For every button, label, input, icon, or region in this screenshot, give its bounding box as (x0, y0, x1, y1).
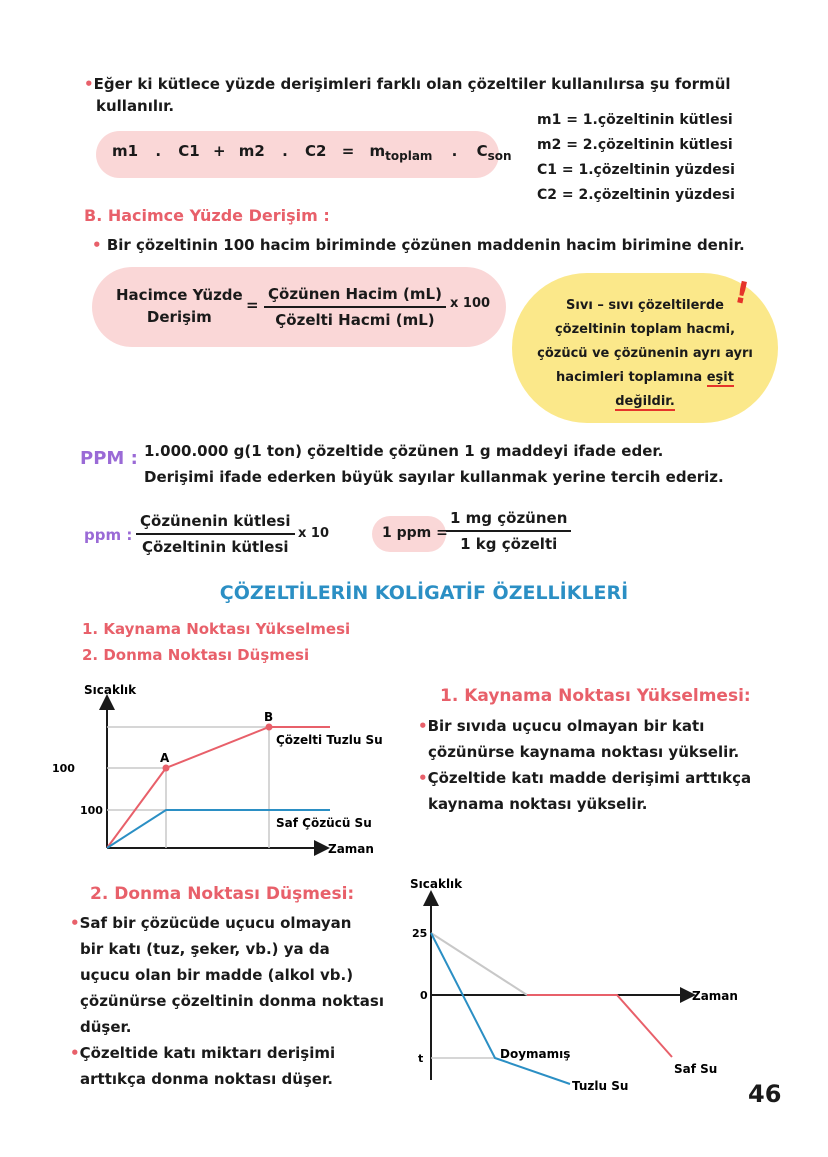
bullet-icon: • (92, 236, 102, 254)
note-line: çözücü ve çözünenin ayrı ayrı (537, 346, 753, 361)
section-b-title: B. Hacimce Yüzde Derişim : (84, 206, 330, 225)
bullet-text: Bir sıvıda uçucu olmayan bir katı (427, 717, 705, 735)
salt-series-line (431, 933, 570, 1084)
formula-label-line1: Hacimce Yüzde (116, 286, 243, 304)
freezing-title: 2. Donma Noktası Düşmesi: (90, 884, 355, 904)
note-text (512, 294, 778, 414)
ppm-formula-multiplier: x 10 (298, 526, 330, 541)
formula-dot: . (282, 142, 288, 160)
legend-m2: m2 = 2.çözeltinin kütlesi (537, 137, 733, 153)
ppm-line-2: Derişimi ifade ederken büyük sayılar kullanmak yerine tercih ederiz. (144, 468, 724, 486)
bullet-text: Çözeltide katı miktarı derişimi (79, 1044, 336, 1062)
fraction-numerator: Çözünenin kütlesi (136, 510, 295, 535)
boiling-bullets (418, 713, 751, 817)
x-axis-label: Zaman (692, 989, 738, 1003)
formula-m1: m1 (112, 142, 139, 160)
boiling-point-chart (50, 676, 400, 864)
x-axis-label: Zaman (328, 842, 374, 856)
y-axis-label: Sıcaklık (84, 683, 137, 697)
fraction-denominator: Çözelti Hacmi (mL) (275, 311, 435, 329)
ppm-unit-fraction (446, 507, 571, 555)
bullet-icon: • (70, 1044, 80, 1062)
point-b-marker (266, 724, 273, 731)
fraction-denominator: Çözeltinin kütlesi (141, 538, 289, 556)
formula-c1: C1 (178, 142, 200, 160)
boiling-title: 1. Kaynama Noktası Yükselmesi: (440, 686, 751, 706)
note-line: çözeltinin toplam hacmi, (554, 322, 736, 337)
bullet-text: kaynama noktası yükselir. (428, 795, 648, 813)
y-tick-t: t (418, 1052, 424, 1065)
volume-formula-equals: = (246, 296, 259, 314)
fraction-numerator: 1 mg çözünen (446, 507, 571, 532)
ppm-line-1: 1.000.000 g(1 ton) çözeltide çözünen 1 g maddeyi ifade eder. (144, 442, 664, 460)
colligative-item-2: 2. Donma Noktası Düşmesi (82, 646, 310, 664)
legend-m1: m1 = 1.çözeltinin kütlesi (537, 112, 733, 128)
legend-c2: C2 = 2.çözeltinin yüzdesi (537, 187, 735, 203)
underlined-word: eşit (706, 370, 734, 385)
bullet-icon: • (418, 769, 428, 787)
point-b-label: B (264, 710, 274, 724)
volume-formula-multiplier: x 100 (450, 296, 491, 311)
bullet-text: düşer. (80, 1018, 132, 1036)
bullet-icon: • (418, 717, 428, 735)
pure-series-label: Saf Su (674, 1062, 718, 1076)
formula-m2: m2 (238, 142, 265, 160)
formula-c-final: C (476, 142, 488, 160)
y-tick-top: 25 (412, 927, 428, 940)
colligative-title: ÇÖZELTİLERİN KOLİGATİF ÖZELLİKLERİ (219, 582, 629, 604)
legend-c1: C1 = 1.çözeltinin yüzdesi (537, 162, 735, 178)
volume-formula-label (116, 284, 243, 328)
note-line: Sıvı – sıvı çözeltilerde (566, 298, 724, 313)
intro-line-2: kullanılır. (96, 97, 175, 115)
fraction-denominator: 1 kg çözelti (460, 535, 558, 553)
formula-m-subscript: toplam (385, 149, 433, 163)
formula-equals: = (341, 142, 355, 160)
formula-dot: . (451, 142, 458, 160)
formula-c-subscript: son (487, 149, 512, 163)
bullet-text: Saf bir çözücüde uçucu olmayan (79, 914, 352, 932)
volume-formula-fraction (264, 283, 446, 331)
bullet-icon: • (70, 914, 80, 932)
freezing-point-chart (400, 872, 780, 1102)
solution-series-label: Çözelti Tuzlu Su (276, 733, 383, 747)
mass-formula (112, 142, 512, 163)
formula-dot: . (155, 142, 162, 160)
definition-text: Bir çözeltinin 100 hacim biriminde çözünen maddenin hacim birimine denir. (106, 236, 745, 254)
section-b-definition (92, 234, 745, 256)
formula-m-total: m (369, 142, 386, 160)
ppm-formula-label: ppm : (84, 526, 133, 544)
colligative-item-1: 1. Kaynama Noktası Yükselmesi (82, 620, 351, 638)
note-line: hacimleri toplamına eşit (556, 370, 734, 385)
underlined-word: değildir. (615, 394, 675, 409)
ppm-label: PPM : (80, 448, 138, 469)
ppm-formula-fraction (136, 510, 295, 558)
supercooled-label: Doymamış (500, 1047, 571, 1061)
salt-series-label: Tuzlu Su (572, 1079, 629, 1093)
y-axis-label: Sıcaklık (410, 877, 463, 891)
y-tick-upper: 100 (52, 762, 75, 775)
y-tick-lower: 100 (80, 804, 103, 817)
bullet-text: arttıkça donma noktası düşer. (80, 1070, 333, 1088)
bullet-text: uçucu olan bir madde (alkol vb.) (80, 966, 354, 984)
freezing-bullets (70, 910, 384, 1092)
fraction-numerator: Çözünen Hacim (mL) (264, 283, 446, 308)
intro-line-1: Eğer ki kütlece yüzde derişimleri farklı olan çözeltiler kullanılırsa şu formül (93, 75, 731, 93)
pure-cooling-line (431, 933, 527, 995)
variable-legend (537, 108, 735, 208)
intro-paragraph (84, 73, 731, 95)
bullet-text: bir katı (tuz, şeker, vb.) ya da (80, 940, 330, 958)
point-a-label: A (160, 751, 170, 765)
exclamation-icon: ! (731, 274, 753, 313)
bullet-text: çözünürse çözeltinin donma noktası (80, 992, 384, 1010)
y-tick-zero: 0 (420, 989, 428, 1002)
bullet-text: çözünürse kaynama noktası yükselir. (428, 743, 740, 761)
point-a-marker (163, 765, 170, 772)
bullet-icon: • (84, 75, 94, 93)
formula-c2: C2 (305, 142, 327, 160)
formula-label-line2: Derişim (146, 308, 212, 326)
bullet-text: Çözeltide katı madde derişimi arttıkça (427, 769, 752, 787)
page-number: 46 (748, 1080, 782, 1108)
formula-plus: + (212, 142, 226, 160)
pure-series-label: Saf Çözücü Su (276, 816, 372, 830)
ppm-unit-label: 1 ppm = (382, 525, 448, 541)
